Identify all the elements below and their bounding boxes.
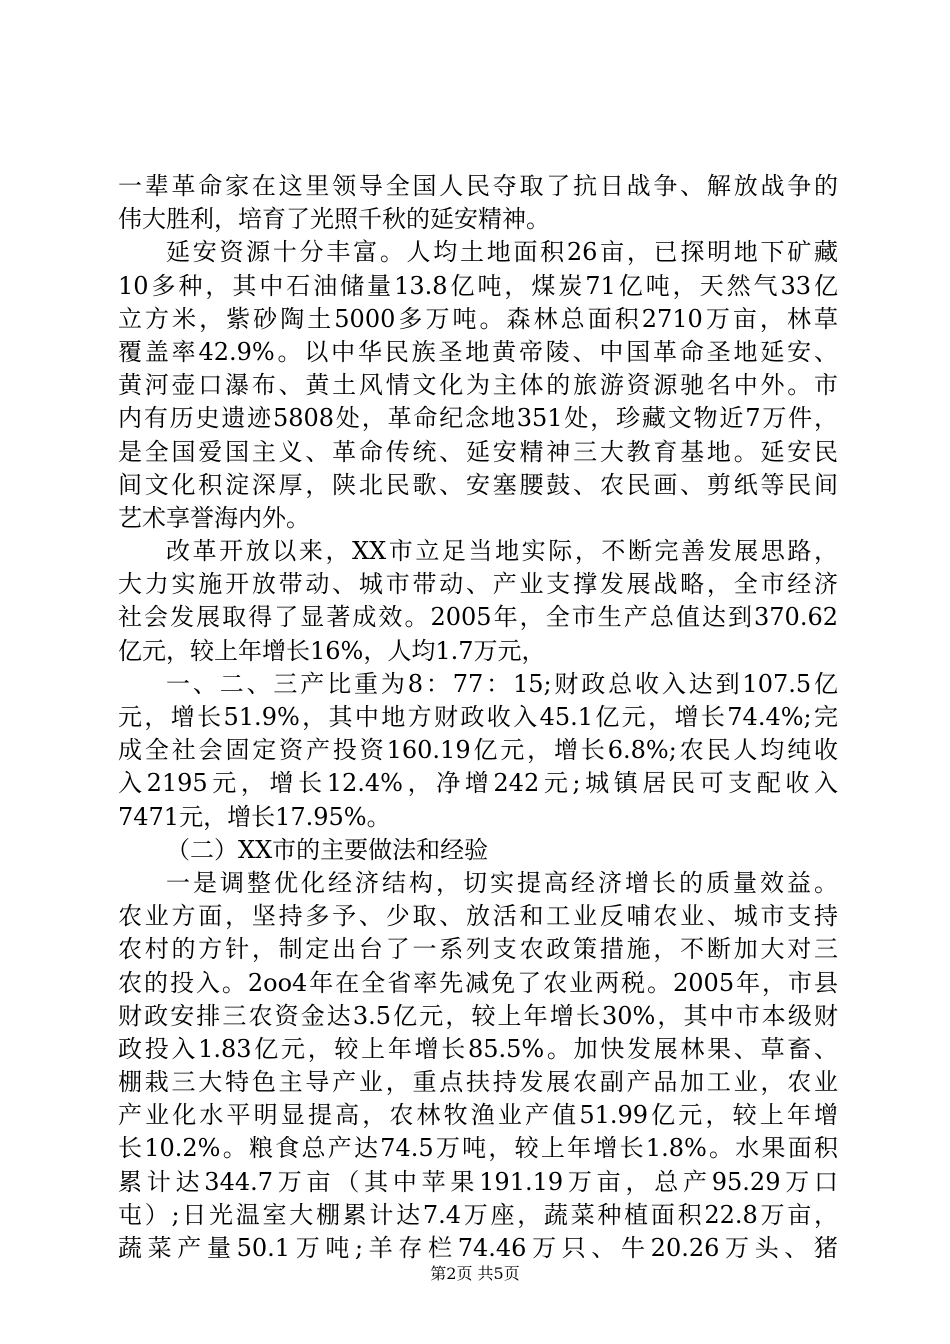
text-line: 产业化水平明显提高，农林牧渔业产值51.99亿元，较上年增 (118, 1101, 838, 1130)
text-line: 累计达344.7万亩（其中苹果191.19万亩，总产95.29万口 (118, 1167, 838, 1196)
text-line: 屯）;日光温室大棚累计达7.4万座，蔬菜种植面积22.8万亩， (118, 1200, 838, 1229)
text-line: 艺术享誉海内外。 (118, 503, 310, 532)
text-line: 农的投入。2oo4年在全省率先减免了农业两税。2005年，市县 (118, 968, 838, 997)
text-line: （二）XX市的主要做法和经验 (166, 835, 489, 864)
page-number: 第2页 共5页 (430, 1264, 520, 1283)
text-line: 入2195元，增长12.4%，净增242元;城镇居民可支配收入 (118, 769, 838, 798)
text-line: 黄河壶口瀑布、黄土风情文化为主体的旅游资源驰名中外。市 (118, 371, 838, 400)
text-line: 财政安排三农资金达3.5亿元，较上年增长30%，其中市本级财 (118, 1001, 838, 1030)
text-line: 立方米，紫砂陶土5000多万吨。森林总面积2710万亩，林草 (118, 304, 838, 333)
text-line: 元，增长51.9%，其中地方财政收入45.1亿元，增长74.4%;完 (118, 703, 838, 731)
text-line: 伟大胜利，培育了光照千秋的延安精神。 (118, 205, 550, 234)
text-line: 一、二、三产比重为8：77：15;财政总收入达到107.5亿 (166, 669, 838, 698)
text-line: 长10.2%。粮食总产达74.5万吨，较上年增长1.8%。水果面积 (118, 1134, 838, 1163)
text-line: 覆盖率42.9%。以中华民族圣地黄帝陵、中国革命圣地延安、 (118, 337, 838, 366)
text-line: 间文化积淀深厚，陕北民歌、安塞腰鼓、农民画、剪纸等民间 (118, 470, 838, 499)
text-line: 政投入1.83亿元，较上年增长85.5%。加快发展林果、草畜、 (118, 1034, 838, 1063)
text-line: 农村的方针，制定出台了一系列支农政策措施，不断加大对三 (118, 935, 838, 964)
page-footer (0, 1264, 950, 1284)
text-line: 社会发展取得了显著成效。2005年，全市生产总值达到370.62 (118, 603, 838, 632)
text-line: 7471元，增长17.95%。 (118, 802, 391, 831)
text-line: 一辈革命家在这里领导全国人民夺取了抗日战争、解放战争的 (118, 172, 838, 200)
text-line: 延安资源十分丰富。人均土地面积26亩，已探明地下矿藏 (166, 238, 838, 267)
text-line: 10多种，其中石油储量13.8亿吨，煤炭71亿吨，天然气33亿 (118, 271, 838, 300)
text-line: 农业方面，坚持多予、少取、放活和工业反哺农业、城市支持 (118, 902, 838, 931)
text-line: 内有历史遗迹5808处，革命纪念地351处，珍藏文物近7万件， (118, 404, 838, 433)
text-line: 一是调整优化经济结构，切实提高经济增长的质量效益。 (166, 868, 838, 897)
text-line: 改革开放以来，XX市立足当地实际，不断完善发展思路， (166, 537, 838, 566)
text-line: 大力实施开放带动、城市带动、产业支撑发展战略，全市经济 (118, 570, 838, 599)
text-line: 棚栽三大特色主导产业，重点扶持发展农副产品加工业，农业 (118, 1068, 838, 1097)
text-line: 是全国爱国主义、革命传统、延安精神三大教育基地。延安民 (118, 437, 838, 466)
document-body (118, 170, 838, 1265)
text-line: 成全社会固定资产投资160.19亿元，增长6.8%;农民人均纯收 (118, 736, 838, 765)
text-line: 蔬菜产量50.1万吨;羊存栏74.46万只、牛20.26万头、猪 (118, 1234, 838, 1262)
text-line: 亿元，较上年增长16%，人均1.7万元， (118, 636, 546, 665)
